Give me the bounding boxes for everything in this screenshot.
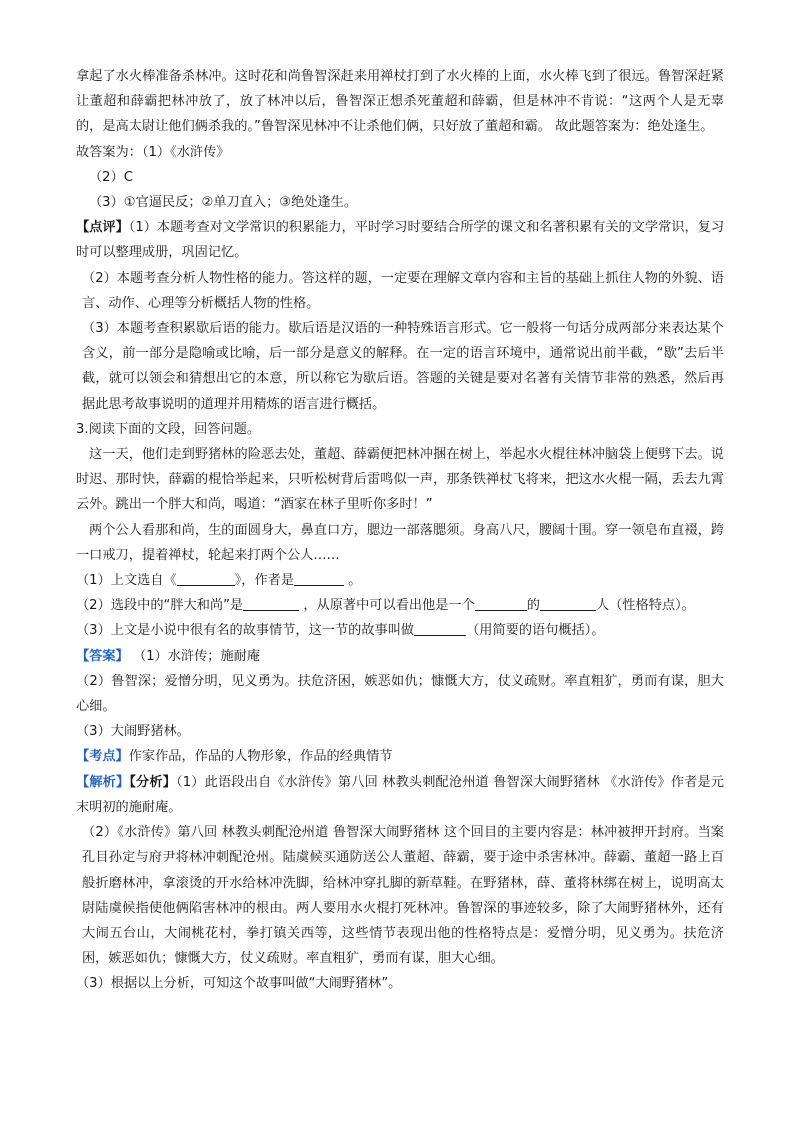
comment-label: 【点评】: [76, 220, 129, 236]
sub-question-2-text-c: 的: [526, 598, 540, 614]
blank-monk-name[interactable]: [243, 596, 299, 611]
blank-trait-1[interactable]: [475, 596, 527, 611]
analysis-label: 【解析】: [76, 774, 130, 790]
analysis-paragraph-1: [76, 770, 724, 820]
sub-question-3-text-a: （3）上文是小说中很有名的故事情节，这一节的故事叫做: [76, 623, 415, 639]
answer-paragraph-3: （3）大闹野猪林。: [76, 724, 190, 740]
sub-question-3: [76, 618, 724, 643]
passage-paragraph-2: 两个公人看那和尚，生的面圆身大，鼻直口方，腮边一部落腮须。身高八尺，腰阔十围。穿一领皂布直裰，跨一口戒刀，提着禅杖，轮起来打两个公人……: [76, 522, 724, 563]
sub-question-1-text-a: （1）上文选自《: [76, 573, 177, 589]
sub-question-1-text-c: 。: [344, 573, 362, 589]
kaodian-paragraph: [76, 744, 724, 769]
sub-question-1-text-b: 》，作者是: [234, 573, 295, 589]
answer-line-2: （2）C: [89, 169, 133, 185]
paragraph-answer-explanation: 拿起了水火棒准备杀林冲。这时花和尚鲁智深赶来用禅杖打到了水火棒的上面，水火棒飞到了很远。鲁智深赶紧让董超和薛霸把林冲放了，放了林冲以后，鲁智深正想杀死董超和薛霸，但是林冲不肯说：“这两个人是无辜的，是高太尉让他们俩杀我的。”鲁智深见林冲不让杀他们俩，只好放了董超和霸。 故此题答案为：绝处逢生。: [76, 69, 724, 135]
sub-question-2: [76, 593, 724, 618]
question-3-title: 3.阅读下面的文段，回答问题。: [76, 421, 261, 437]
analysis-text-1: （1）此语段出自《水浒传》第八回 林教头刺配沧州道 鲁智深大闹野猪林 《水浒传》作者是元末明初的施耐庵。: [76, 774, 724, 815]
comment-paragraph-1: [76, 215, 724, 265]
analysis-paragraph-2: （2）《水浒传》第八回 林教头刺配沧州道 鲁智深大闹野猪林 这个回目的主要内容是：林冲被押开封府。当案孔目孙定与府尹将林冲刺配沧州。陆虞候买通防送公人董超、薛霸，要于途中杀害林冲。薛霸、董超一路上百般折磨林冲，拿滚烫的开水给林冲洗脚，给林冲穿扎脚的新草鞋。在野猪林，薛、董将林绑在树上，说明高太尉陆虞候指使他俩陷害林冲的根由。两人要用水火棍打死林冲。鲁智深的事迹较多，除了大闹野猪林外，还有大闹五台山，大闹桃花村，拳打镇关西等，这些情节表现出他的性格特点是：爱憎分明，见义勇为。扶危济困，嫉恶如仇；慷慨大方，仗义疏财。率直粗犷，勇而有谋，胆大心细。: [82, 825, 724, 967]
kaodian-text: 作家作品，作品的人物形象，作品的经典情节: [128, 749, 393, 765]
sub-question-3-text-b: （用简要的语句概括）。: [466, 623, 605, 639]
sub-question-2-text-a: （2）选段中的“胖大和尚”是: [76, 598, 244, 614]
blank-trait-2[interactable]: [540, 596, 596, 611]
sub-question-2-text-b: ，从原著中可以看出他是一个: [299, 598, 475, 614]
blank-author[interactable]: [294, 571, 344, 586]
answer-text-1: （1）水浒传；施耐庵: [128, 648, 261, 664]
blank-book-title[interactable]: [177, 571, 235, 586]
sub-question-1: [76, 568, 724, 593]
answer-paragraph-2: （2）鲁智深；爱憎分明，见义勇为。扶危济困，嫉恶如仇；慷慨大方，仗义疏财。率直粗犷，勇而有谋，胆大心细。: [76, 673, 724, 715]
document-page: [76, 64, 724, 997]
analysis-paragraph-3: （3）根据以上分析，可知这个故事叫做“大闹野猪林”。: [76, 976, 402, 992]
passage-paragraph-1: 这一天，他们走到野猪林的险恶去处，董超、薛霸便把林冲捆在树上，举起水火棍往林冲脑袋上便劈下去。说时迟、那时快，薛霸的棍恰举起来，只听松树背后雷鸣似一声，那条铁禅杖飞将来，把这水火棍一隔，丢去九霄云外。跳出一个胖大和尚，喝道：“酒家在林子里听你多时！”: [76, 447, 724, 513]
comment-paragraph-2: （2）本题考查分析人物性格的能力。答这样的题，一定要在理解文章内容和主旨的基础上抓住人物的外貌、语言、动作、心理等分析概括人物的性格。: [82, 270, 724, 311]
answer-label: 【答案】: [76, 648, 129, 664]
comment-text-1: （1）本题考查对文学常识的积累能力，平时学习时要结合所学的课文和名著积累有关的文学常识，复习时可以整理成册，巩固记忆。: [76, 220, 725, 261]
kaodian-label: 【考点】: [76, 749, 129, 765]
sub-question-2-text-d: 人（性格特点）。: [595, 598, 695, 614]
answer-line-3: （3）①官逼民反；②单刀直入；③绝处逢生。: [89, 195, 358, 211]
fenxi-label: 【分析】: [129, 774, 177, 790]
answer-paragraph-1: [76, 644, 724, 669]
blank-story-name[interactable]: [414, 621, 466, 636]
answer-line-1: 故答案为：（1）《水浒传》: [76, 144, 230, 160]
comment-paragraph-3: （3）本题考查积累歇后语的能力。歇后语是汉语的一种特殊语言形式。它一般将一句话分成两部分来表达某个含义，前一部分是隐喻或比喻，后一部分是意义的解释。在一定的语言环境中，通常说出前半截，“歇”去后半截，就可以领会和猜想出它的本意，所以称它为歇后语。答题的关键是要对名著有关情节非常的熟悉，然后再据此思考故事说明的道理并用精炼的语言进行概括。: [82, 321, 724, 412]
